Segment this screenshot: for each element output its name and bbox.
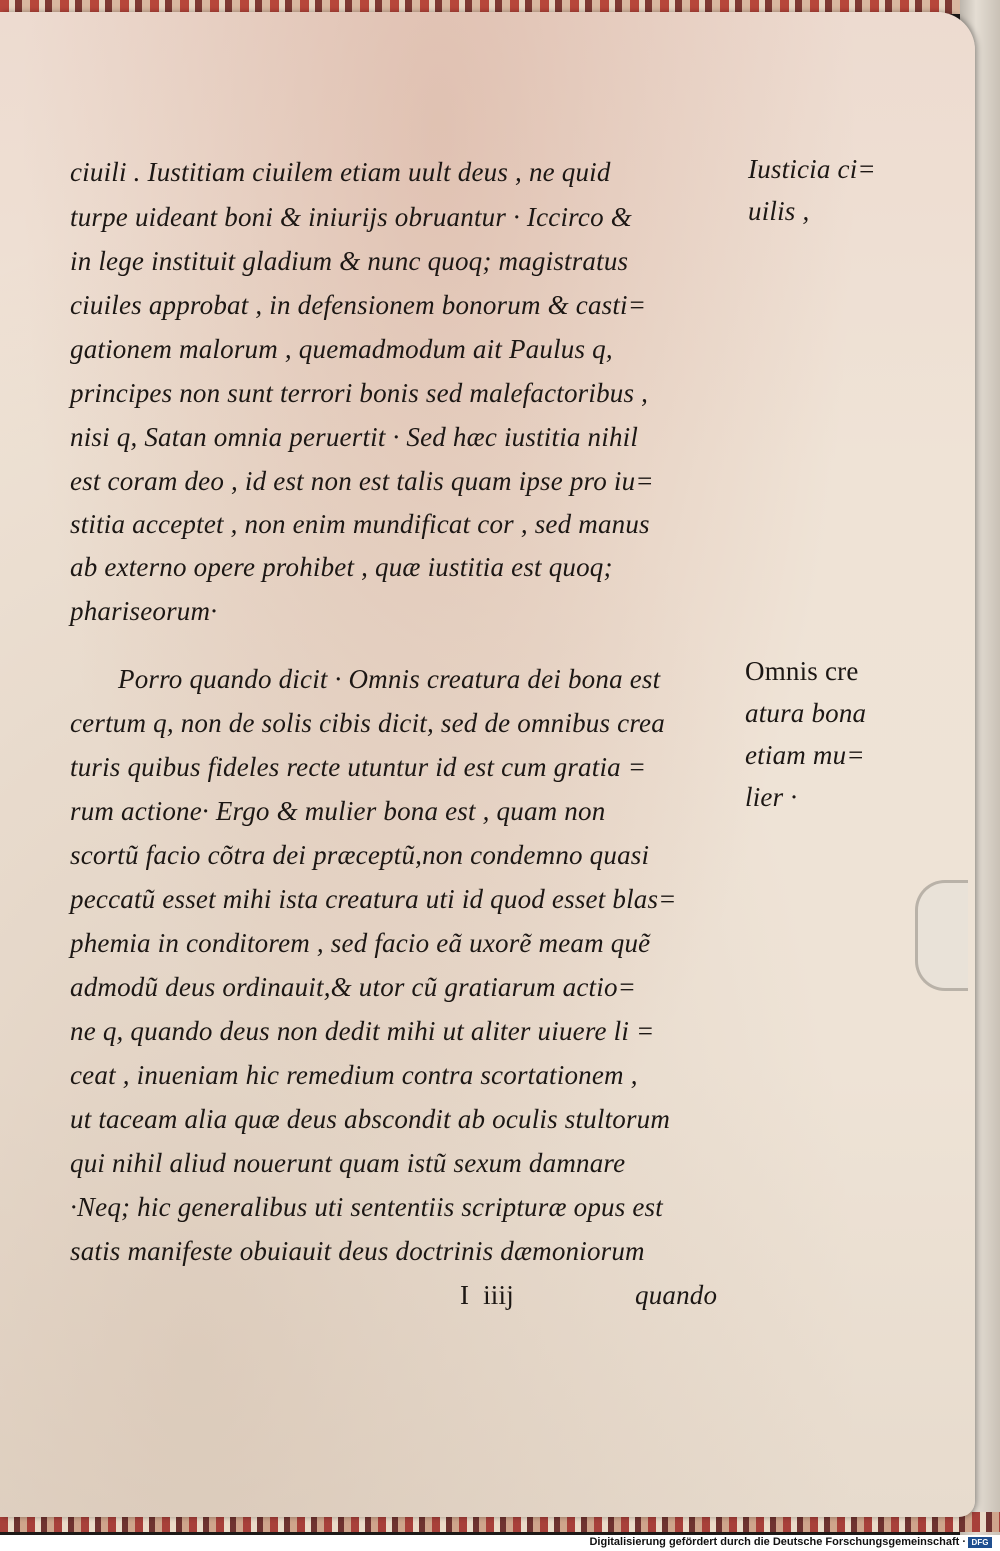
book-page bbox=[0, 12, 975, 1517]
text-line: admodũ deus ordinauit,& utor cũ gratiarum actio= bbox=[70, 972, 637, 1002]
text-line: ciuiles approbat , in defensionem bonorum & casti= bbox=[70, 290, 647, 320]
marginal-note-line: uilis , bbox=[748, 196, 810, 226]
text-line: gationem malorum , quemadmodum ait Paulus q, bbox=[70, 334, 613, 364]
text-line: ceat , inueniam hic remedium contra scortationem , bbox=[70, 1060, 638, 1090]
text-line: qui nihil aliud nouerunt quam istũ sexum damnare bbox=[70, 1148, 626, 1178]
text-line: rum actione· Ergo & mulier bona est , quam non bbox=[70, 796, 606, 826]
marginal-note-line: atura bona bbox=[745, 698, 867, 728]
catchword: quando bbox=[635, 1280, 718, 1310]
text-line: turis quibus fideles recte utuntur id est cum gratia = bbox=[70, 752, 647, 782]
text-line: peccatũ esset mihi ista creatura uti id quod esset blas= bbox=[70, 884, 677, 914]
marginal-note-line: Iusticia ci= bbox=[748, 154, 876, 184]
marginal-note-line: Omnis cre bbox=[745, 656, 859, 686]
text-line: phemia in conditorem , sed facio eã uxorẽ meam quẽ bbox=[70, 928, 651, 958]
text-line: principes non sunt terrori bonis sed malefactoribus , bbox=[70, 378, 649, 408]
text-line: stitia acceptet , non enim mundificat cor , sed manus bbox=[70, 509, 650, 539]
text-line: ab externo opere prohibet , quæ iustitia est quoq; bbox=[70, 552, 613, 582]
text-line: phariseorum· bbox=[70, 596, 218, 626]
text-line: ·Neq; hic generalibus uti sententiis scripturæ opus est bbox=[70, 1192, 663, 1222]
text-line: certum q, non de solis cibis dicit, sed de omnibus crea bbox=[70, 708, 665, 738]
text-line: satis manifeste obuiauit deus doctrinis dæmoniorum bbox=[70, 1236, 645, 1266]
text-line: ut taceam alia quæ deus abscondit ab oculis stultorum bbox=[70, 1104, 671, 1134]
text-line: ciuili . Iustitiam ciuilem etiam uult deus , ne quid bbox=[70, 157, 611, 187]
text-line: in lege instituit gladium & nunc quoq; magistratus bbox=[70, 246, 629, 276]
main-text-block bbox=[70, 12, 718, 1310]
marginal-note-line: lier · bbox=[745, 782, 798, 812]
page-clasp-mark bbox=[915, 880, 968, 991]
text-line: Porro quando dicit · Omnis creatura dei bona est bbox=[118, 664, 661, 694]
text-line: est coram deo , id est non est talis quam ipse pro iu= bbox=[70, 466, 654, 496]
text-line: nisi q, Satan omnia peruertit · Sed hæc iustitia nihil bbox=[70, 422, 639, 452]
text-line: ne q, quando deus non dedit mihi ut aliter uiuere li = bbox=[70, 1016, 655, 1046]
marginal-note-line: etiam mu= bbox=[745, 740, 865, 770]
dfg-logo: DFG bbox=[968, 1537, 992, 1548]
signature-mark: I iiij bbox=[460, 1280, 514, 1310]
digitization-credit: Digitalisierung gefördert durch die Deutsche Forschungsgemeinschaft · bbox=[589, 1536, 966, 1548]
text-line: turpe uideant boni & iniurijs obruantur · Iccirco & bbox=[70, 202, 632, 232]
text-line: scortũ facio cõtra dei præceptũ,non condemno quasi bbox=[70, 840, 650, 870]
